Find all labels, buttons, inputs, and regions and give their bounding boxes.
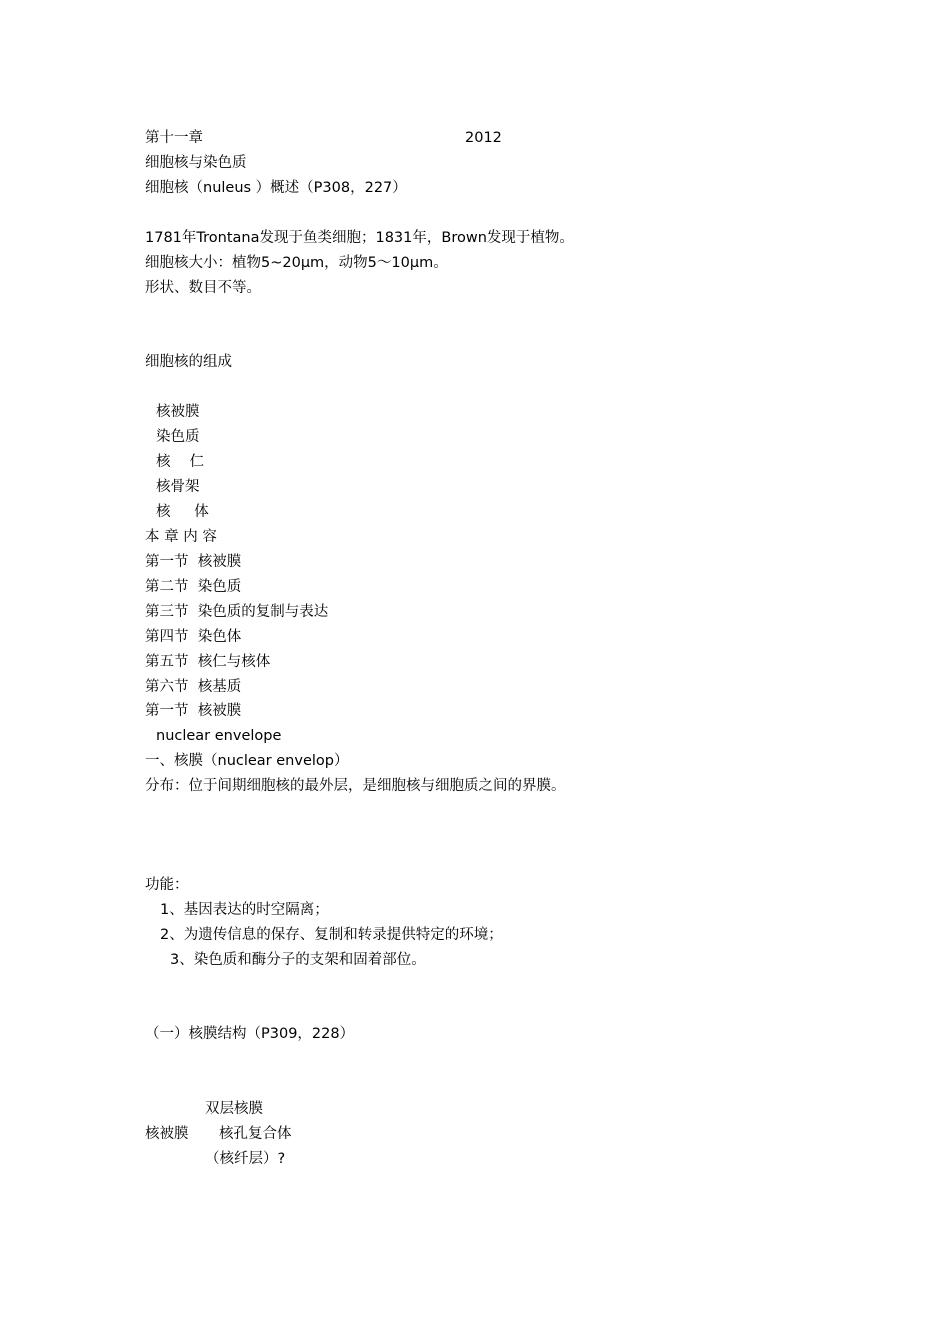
contents-section: 第六节 核基质 — [145, 679, 242, 695]
composition-item: 核被膜 — [156, 404, 200, 420]
nuclear-membrane-heading: 一、核膜（nuclear envelop） — [145, 753, 349, 769]
subject-title: 细胞核与染色质 — [145, 155, 247, 171]
chapter-line — [145, 128, 502, 148]
structure-part: （核纤层）? — [205, 1151, 286, 1167]
structure-part: 核孔复合体 — [219, 1126, 292, 1142]
contents-section: 第一节 核被膜 — [145, 554, 242, 570]
structure-part: 双层核膜 — [205, 1101, 263, 1117]
overview-heading: 细胞核（nuleus ）概述（P308，227） — [145, 180, 407, 196]
function-item: 1、基因表达的时空隔离； — [160, 902, 329, 918]
contents-section: 第四节 染色体 — [145, 629, 242, 645]
composition-item: 染色质 — [156, 429, 200, 445]
section-1-english: nuclear envelope — [156, 728, 282, 744]
structure-label: 核被膜 — [145, 1126, 189, 1142]
structure-heading: （一）核膜结构（P309，228） — [145, 1026, 355, 1042]
contents-section: 第二节 染色质 — [145, 579, 242, 595]
section-1-title: 第一节 核被膜 — [145, 703, 242, 719]
composition-title: 细胞核的组成 — [145, 354, 232, 370]
size-text: 细胞核大小：植物5~20μm，动物5～10μm。 — [145, 255, 448, 271]
function-item: 2、为遗传信息的保存、复制和转录提供特定的环境； — [160, 927, 503, 943]
chapter-title: 第十一章 — [145, 130, 203, 146]
chapter-year: 2012 — [465, 130, 502, 146]
composition-item: 核 体 — [156, 504, 209, 520]
composition-item: 核 仁 — [156, 454, 205, 470]
function-item: 3、染色质和酶分子的支架和固着部位。 — [170, 952, 426, 968]
functions-title: 功能： — [145, 877, 189, 893]
contents-title: 本 章 内 容 — [145, 529, 217, 545]
discovery-text: 1781年Trontana发现于鱼类细胞；1831年，Brown发现于植物。 — [145, 230, 574, 246]
distribution-text: 分布：位于间期细胞核的最外层，是细胞核与细胞质之间的界膜。 — [145, 778, 566, 794]
contents-section: 第三节 染色质的复制与表达 — [145, 604, 329, 620]
contents-section: 第五节 核仁与核体 — [145, 654, 271, 670]
composition-item: 核骨架 — [156, 479, 200, 495]
shape-text: 形状、数目不等。 — [145, 280, 261, 296]
